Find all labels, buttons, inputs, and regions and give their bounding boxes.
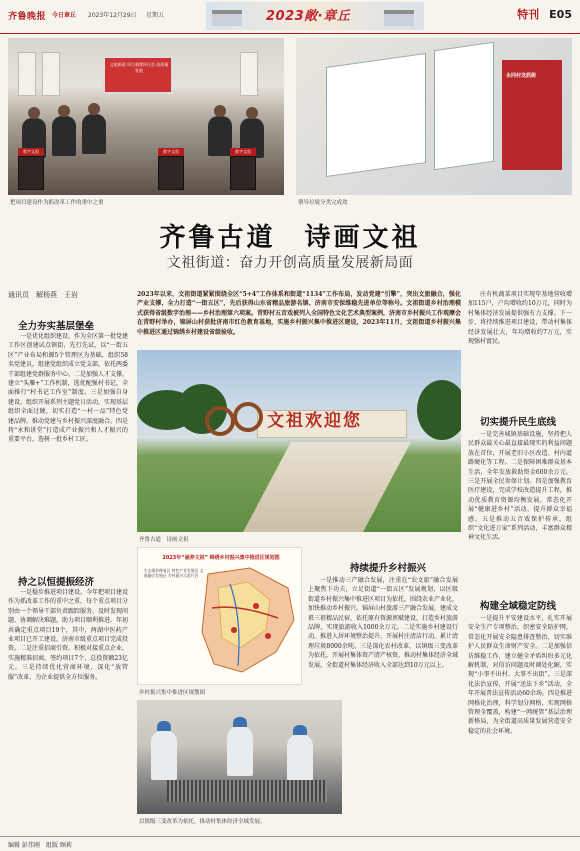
section-heading: 持续提升乡村振兴 bbox=[350, 563, 427, 574]
article-column bbox=[468, 430, 572, 590]
chair bbox=[230, 156, 256, 190]
banner-text: 2023敞·章丘 bbox=[266, 9, 351, 24]
section-heading: 切实提升民生底线 bbox=[480, 417, 557, 428]
worker bbox=[151, 730, 177, 780]
chair bbox=[18, 156, 44, 190]
paragraph: 庄有机蔬菜项目实现年基地营收增加115户，户均增收约10万元，同时为村集体经济发展提供强有力支撑。下一步，将持续推进项目建设，带动村集体经济发展壮大，年均增收约7万元，实现强村富民。 bbox=[468, 291, 572, 346]
paragraph: 一是完善城镇基础设施，坚持把人民群众最关心最直接最现实的利益问题放在首位，开展老旧小区改造、村内道路硬化等工程。二是保障困难群众基本生活，全年发放救助资金600余万元。三是开展全民参保计划。四是加强教育医疗建设，完成学校改造提升工程，推动优质教育资源均衡发展，常态化开展“健康进乡村”活动，提升群众幸福感。五是推动五音戏保护传承，组织“文化进万家”系列活动，丰富群众精神文化生活。 bbox=[468, 431, 572, 542]
banner-building-icon bbox=[384, 10, 414, 26]
header-banner bbox=[206, 2, 424, 30]
screen-text: 文祖街道 项目观摩评议会 高质量发展 bbox=[109, 62, 169, 73]
production-tray bbox=[167, 780, 327, 802]
banner-building-icon bbox=[212, 10, 242, 26]
edition-label: 今日章丘 bbox=[52, 12, 77, 19]
page-number: E05 bbox=[549, 8, 572, 21]
article-column bbox=[308, 576, 458, 830]
paragraph: 一是稳步推进项目建设。今年把项目建设作为抓改革工作的重中之重，每个重点项目分别由一个领导干部负责跟踪服务，及时发现问题、协调解决难题，助力项目顺利推进。年初共确定重点项目19个，其中，两湖中医药产业项目已开工建设，济南市级重点项目完成投资。二是注重招商引资。积极对接重点企业，实施精准招商，签约项目7个，总投资额23亿元。三是持续优化营商环境，深化“放管服”改革，为企业提供全方位服务。 bbox=[8, 589, 128, 681]
village-panel-title: 永同村龙抓街 bbox=[506, 73, 537, 79]
headline: 齐鲁古道 诗画文祖 bbox=[159, 223, 421, 253]
window bbox=[240, 52, 258, 96]
map-title: 2023年“涵养文祖” 锦绣乡村振兴集中推进区规划图 bbox=[162, 555, 280, 561]
attendee bbox=[82, 114, 106, 154]
worker bbox=[227, 726, 253, 776]
map-legend: 生态保护修复区 特色产业发展区 文旅融合发展区 乡村振兴示范片区 bbox=[144, 568, 204, 578]
location-marker-icon bbox=[265, 633, 271, 639]
attendee bbox=[52, 116, 76, 156]
byline: 通讯员 解杨燕 王岩 bbox=[8, 291, 78, 299]
welcome-sign: 文祖欢迎您 bbox=[267, 411, 362, 431]
stone-path bbox=[243, 442, 411, 532]
section-label: 特刊 bbox=[517, 8, 540, 21]
photo-caption: 偎导垃圾分类完成效 bbox=[298, 200, 348, 206]
village-photo bbox=[137, 350, 461, 532]
chair bbox=[158, 156, 184, 190]
newspaper-logo: 齐鲁晚报 bbox=[8, 12, 47, 22]
issue-weekday: 星期五 bbox=[146, 12, 165, 19]
chair-label: 数字文祖 bbox=[230, 148, 256, 156]
page-footer bbox=[0, 836, 580, 851]
section-heading: 持之以恒提振经济 bbox=[18, 577, 95, 588]
photo-caption: 乡村振兴集中推进区规划图 bbox=[139, 690, 206, 696]
chair-label: 数字文祖 bbox=[18, 148, 44, 156]
attendee bbox=[208, 116, 232, 156]
tree bbox=[417, 380, 461, 440]
issue-date: 2023年12月29日 bbox=[88, 12, 137, 19]
article-column bbox=[8, 332, 128, 566]
location-marker-icon bbox=[253, 603, 259, 609]
paragraph: 一是推动三产融合发展，注重在“农文旅”融合发展上聚焦下功夫，立足街道“一街五区”发展规划，以区级街道乡村振兴集中推进区项目为依托，围绕农业产业化，加快推动乡村振兴。锦屏山村旅游三产融合发展，建成文祖三祖精品民宿，依托原有资源禀赋建设，打造乡村旅游品牌，实现旅游收入1000余万元。二是实施乡村建设行动，推进人居环境整治提升，开展村庄清洁行动，累计清理垃圾8000余吨。三是深化农村改革，以镇级三变改革为依托，开展村集体资产清产核资，推动村集体经济全域发展，全街道村集体经济收入全部达到10万元以上。 bbox=[308, 577, 458, 669]
subheadline: 文祖街道：奋力开创高质量发展新局面 bbox=[166, 255, 414, 271]
paragraph: 一是提升平安建设水平，扎实开展安全生产专项整治，织密安全防护网，常态化开展安全隐患排查整治，切实维护人民群众生命财产安全。二是加强信访维稳工作，建立健全矛盾纠纷多元化解机制，对信访问题及时调处化解，实现“小事不出村、大事不出街”。三是深化法治宣传，开展“送法下乡”活动，全年开展普法宣传活动60余场。四是推进网格化治理，科学划分网格，实现网格管理全覆盖，构建“一网统管”基层治理新格局，为全街道高质量发展营造安全稳定的社会环境。 bbox=[468, 615, 572, 735]
window bbox=[42, 52, 60, 96]
map-graphic bbox=[138, 548, 302, 685]
page-marker bbox=[517, 6, 572, 22]
paragraph: 一是优化组织建设，作为全区第一批党建工作区创建试点镇街，先行先试，以“一街五区”产业布局和源5个管理区为基础，组织58名党建员，组建党组织成立党支部，依托两委干部组建党群服务中心。二是加强人才支撑，建立“头雁+”工作机制，选优配强村书记，全面推行“村书记工作室”制度。三是加强自身建设，组织开展系列主题党日活动，实现基层组织全面过硬，切实打造“一村一品”特色党建品牌，推动党建与乡村振兴深度融合。四是将“永和讲堂”打造成产业振兴和人才振兴的重要平台，选树一批乡村工匠。 bbox=[8, 333, 128, 444]
section-heading: 构建全域稳定防线 bbox=[480, 601, 557, 612]
info-panel bbox=[326, 53, 426, 177]
location-marker-icon bbox=[231, 627, 237, 633]
section-heading: 全力夯实基层堡垒 bbox=[18, 321, 95, 332]
article-column bbox=[8, 588, 128, 828]
planning-map bbox=[137, 547, 302, 685]
article-column bbox=[468, 614, 572, 830]
photo-caption: 齐鲁古道 诗画文祖 bbox=[139, 537, 189, 543]
water-wheel bbox=[233, 402, 263, 432]
photo-caption: 以镇级三变改革为依托，推动村集体经济全域发展。 bbox=[139, 819, 266, 825]
water-wheel bbox=[205, 406, 235, 436]
display-board-photo bbox=[296, 38, 572, 195]
article-intro: 2023年以来，文祖街道紧紧围绕全区“5+4”工作体系和街道“1134”工作布局，发动党建“引擎”，突出文旅融合，强化产业支撑，全力打造“一街五区”，先后获得山东省精品旅游名镇、济南市安保维稳先进单位等称号。文祖街道乡村治理模式获得省级数字治理——乡村治理第六项案。青野村五音戏被列入全国特色文化艺术典型案例，济南市乡村振兴工作观摩会在青野村举办，锦屏山村获批济南市红色教育基地，实施乡村振兴集中推进区建设，2023年11月，文祖街道乡村振兴集中推进区通过锦绣乡村建设省级验收。 bbox=[137, 291, 462, 336]
chair-label: 数字文祖 bbox=[158, 148, 184, 156]
masthead bbox=[0, 0, 580, 34]
window bbox=[18, 52, 36, 96]
meeting-photo bbox=[8, 38, 284, 195]
article-column bbox=[468, 290, 572, 408]
photo-caption: 把项目建设作为抓改革工作的重中之重 bbox=[10, 200, 104, 206]
info-panel bbox=[434, 42, 494, 170]
editor-credits: 编辑 彭伟刚 组版 顾莉 bbox=[8, 842, 72, 849]
